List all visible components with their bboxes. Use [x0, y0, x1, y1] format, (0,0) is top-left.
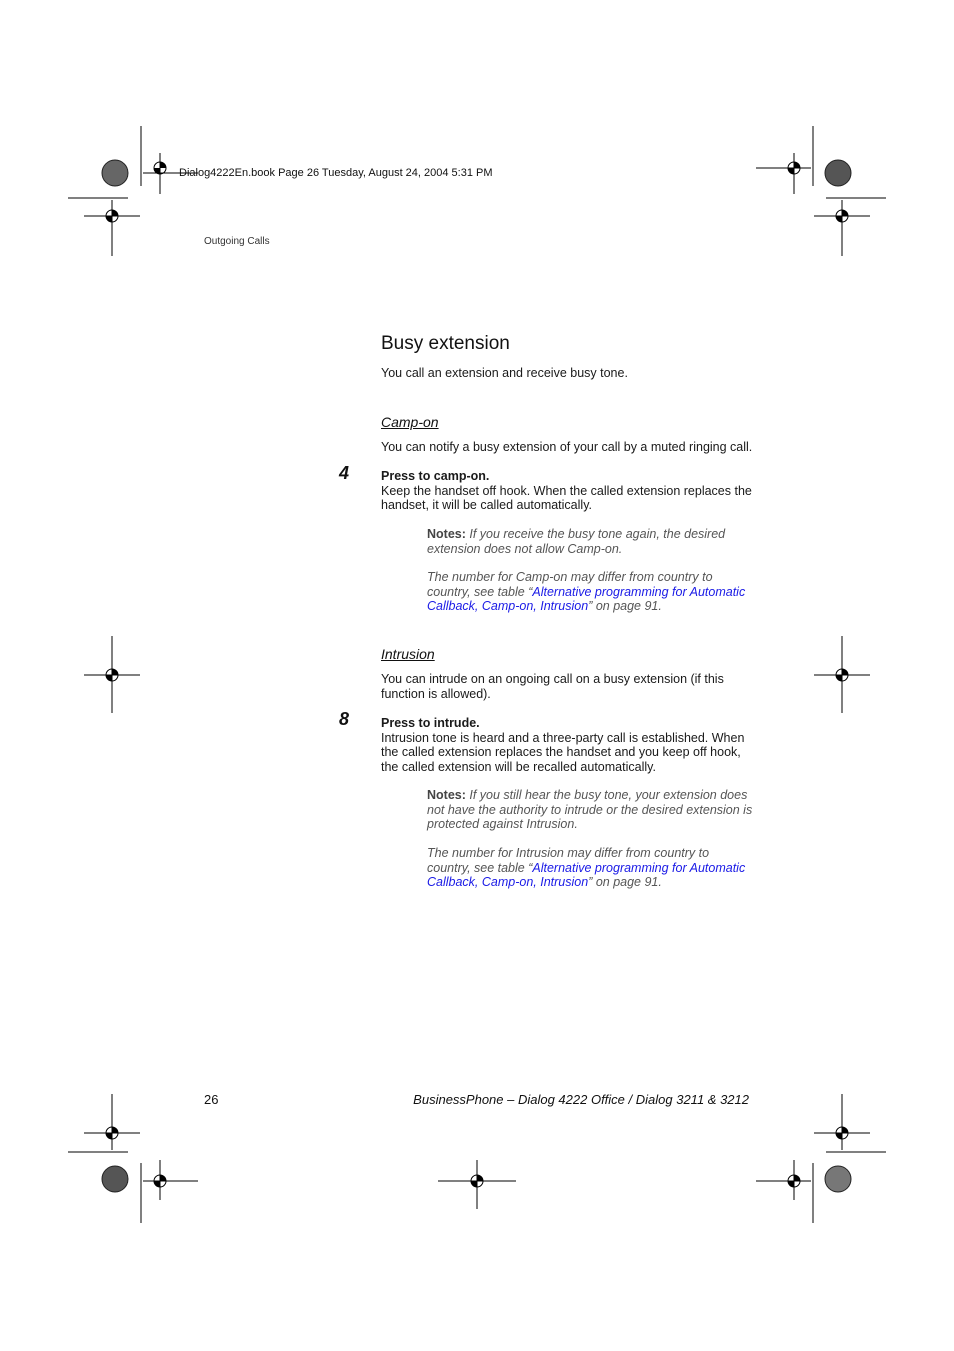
note-intrusion-1 — [427, 788, 753, 832]
section-body-camp-on: You can notify a busy extension of your call by a muted ringing call. — [381, 440, 753, 454]
footer-title: BusinessPhone – Dialog 4222 Office / Dialog 3211 & 3212 — [413, 1092, 749, 1107]
note-text: ” on page 91. — [588, 599, 662, 614]
step-title: Press to intrude. — [381, 716, 480, 730]
note-text: The number for Camp-on may differ from country to country, see table “ — [427, 570, 713, 599]
step-camp-on — [381, 469, 753, 513]
step-intrusion — [381, 716, 757, 774]
table-reference-link[interactable]: Alternative programming for Automatic Callback, Camp-on, Intrusion — [427, 860, 746, 890]
step-body: Keep the handset off hook. When the called extension replaces the handset, it will be called automatically. — [381, 483, 752, 513]
step-body: Intrusion tone is heard and a three-party call is established. When the called extension replaces the handset and you keep off hook, the called extension will be recalled automatically. — [381, 730, 745, 774]
step-title: Press to camp-on. — [381, 469, 490, 483]
table-reference-link[interactable]: Alternative programming for Automatic Callback, Camp-on, Intrusion — [427, 584, 746, 614]
section-heading-camp-on: Camp-on — [381, 414, 439, 430]
note-text: The number for Intrusion may differ from country to country, see table “ — [427, 846, 710, 875]
note-camp-on-1 — [427, 527, 753, 556]
note-camp-on-2 — [427, 570, 753, 614]
step-key-number: 4 — [339, 463, 350, 483]
print-slug: Dialog4222En.book Page 26 Tuesday, August 24, 2004 5:31 PM — [179, 167, 493, 179]
notes-label: Notes: — [427, 527, 466, 541]
note-text: If you still hear the busy tone, your extension does not have the authority to intrude or the desired extension is protected against Intrusion. — [427, 788, 753, 832]
notes-label: Notes: — [427, 788, 466, 802]
running-head: Outgoing Calls — [204, 236, 270, 247]
note-text: If you receive the busy tone again, the desired extension does not allow Camp-on. — [427, 527, 726, 556]
page-number: 26 — [204, 1092, 219, 1107]
section-heading-intrusion: Intrusion — [381, 646, 435, 662]
note-intrusion-2 — [427, 846, 753, 890]
step-key-number: 8 — [339, 709, 350, 729]
section-body-intrusion: You can intrude on an ongoing call on a busy extension (if this function is allowed). — [381, 672, 724, 701]
intro-text: You call an extension and receive busy tone. — [381, 366, 628, 380]
page-title: Busy extension — [381, 333, 510, 354]
note-text: ” on page 91. — [588, 875, 662, 890]
